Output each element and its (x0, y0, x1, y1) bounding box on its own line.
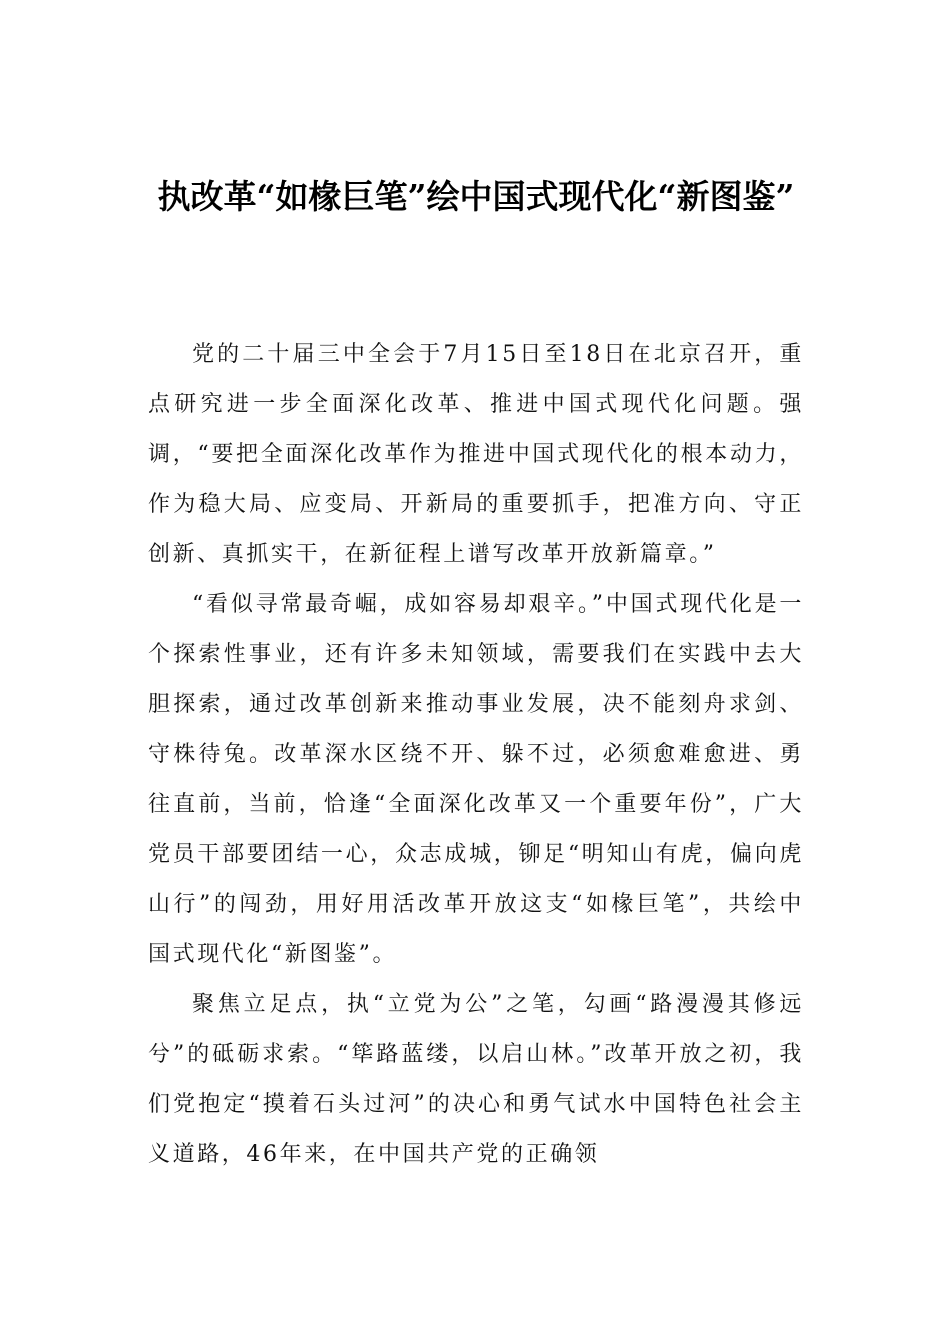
paragraph-2: “看似寻常最奇崛，成如容易却艰辛。”中国式现代化是一个探索性事业，还有许多未知领域，需要我们在实践中去大胆探索，通过改革创新来推动事业发展，决不能刻舟求剑、守株待兔。改革深水区绕不开、躲不过，必须愈难愈进、勇往直前，当前，恰逢“全面深化改革又一个重要年份”，广大党员干部要团结一心，众志成城，铆足“明知山有虎，偏向虎山行”的闯劲，用好用活改革开放这支“如椽巨笔”，共绘中国式现代化“新图鉴”。 (148, 592, 804, 967)
document-title: 执改革“如椽巨笔”绘中国式现代化“新图鉴” (157, 177, 795, 216)
document-body (148, 330, 804, 1180)
paragraph-3: 聚焦立足点，执“立党为公”之笔，勾画“路漫漫其修远兮”的砥砺求索。“筚路蓝缕，以启山林。”改革开放之初，我们党抱定“摸着石头过河”的决心和勇气试水中国特色社会主义道路，46年来，在中国共产党的正确领 (148, 992, 804, 1167)
paragraph-1: 党的二十届三中全会于7月15日至18日在北京召开，重点研究进一步全面深化改革、推进中国式现代化问题。强调，“要把全面深化改革作为推进中国式现代化的根本动力，作为稳大局、应变局、开新局的重要抓手，把准方向、守正创新、真抓实干，在新征程上谱写改革开放新篇章。” (148, 342, 804, 567)
